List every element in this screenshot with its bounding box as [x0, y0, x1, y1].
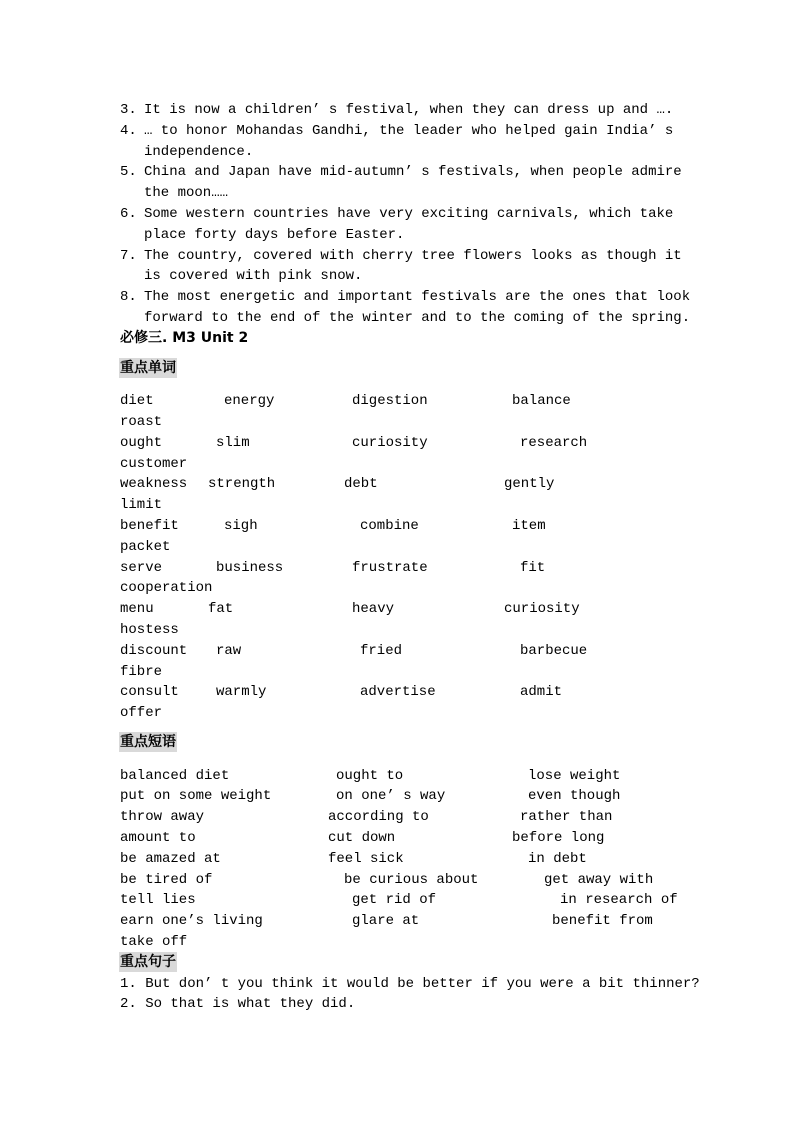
word: roast [120, 414, 163, 430]
sentence-line: is covered with pink snow. [144, 268, 363, 284]
word: item [512, 518, 546, 534]
word: fat [208, 601, 234, 617]
word: business [216, 560, 284, 576]
word: fibre [120, 664, 163, 680]
phrase: cut down [328, 830, 396, 846]
word: strength [208, 476, 276, 492]
phrase: in research of [560, 892, 678, 908]
word: gently [504, 476, 555, 492]
word: slim [216, 435, 250, 451]
word: diet [120, 393, 154, 409]
word: advertise [360, 684, 436, 700]
phrase: be curious about [344, 872, 479, 888]
sentence-line: place forty days before Easter. [144, 227, 405, 243]
word: hostess [120, 622, 179, 638]
word: customer [120, 456, 188, 472]
sentence-line: … to honor Mohandas Gandhi, the leader who helped gain India’ s [144, 123, 674, 139]
key-sentences-heading: 重点句子 [120, 954, 176, 970]
word: balance [512, 393, 571, 409]
sentence-number: 4. [120, 123, 137, 139]
sentence-number: 7. [120, 248, 137, 264]
sentence-number: 5. [120, 164, 137, 180]
word: raw [216, 643, 242, 659]
word: curiosity [352, 435, 428, 451]
phrase: lose weight [528, 768, 621, 784]
word: offer [120, 705, 163, 721]
sentence-line: forward to the end of the winter and to the coming of the spring. [144, 310, 691, 326]
sentence-line: It is now a children’ s festival, when they can dress up and …. [144, 102, 674, 118]
phrase: get away with [544, 872, 654, 888]
phrase: amount to [120, 830, 196, 846]
word: barbecue [520, 643, 588, 659]
phrase: before long [512, 830, 605, 846]
word: energy [224, 393, 275, 409]
sentence-line: independence. [144, 144, 254, 160]
key-phrases-heading: 重点短语 [120, 734, 176, 750]
phrase: on one’ s way [336, 788, 446, 804]
phrase: rather than [520, 809, 613, 825]
phrase: put on some weight [120, 788, 272, 804]
word: discount [120, 643, 188, 659]
word: fried [360, 643, 403, 659]
phrase: take off [120, 934, 188, 950]
phrase: throw away [120, 809, 205, 825]
word: consult [120, 684, 179, 700]
word: heavy [352, 601, 395, 617]
key-sentence: 2. So that is what they did. [120, 996, 356, 1012]
phrase: in debt [528, 851, 587, 867]
word: sigh [224, 518, 258, 534]
phrase: benefit from [552, 913, 653, 929]
phrase: feel sick [328, 851, 404, 867]
word: benefit [120, 518, 179, 534]
phrase: ought to [336, 768, 404, 784]
sentence-number: 6. [120, 206, 137, 222]
word: fit [520, 560, 546, 576]
word: frustrate [352, 560, 428, 576]
word: serve [120, 560, 163, 576]
phrase: be amazed at [120, 851, 221, 867]
sentence-number: 3. [120, 102, 137, 118]
phrase: according to [328, 809, 429, 825]
word: limit [120, 497, 163, 513]
word: digestion [352, 393, 428, 409]
unit-heading: 必修三. M3 Unit 2 [120, 330, 249, 346]
phrase: be tired of [120, 872, 213, 888]
word: packet [120, 539, 171, 555]
sentence-number: 8. [120, 289, 137, 305]
word: weakness [120, 476, 188, 492]
phrase: tell lies [120, 892, 196, 908]
word: debt [344, 476, 378, 492]
sentence-line: the moon…… [144, 185, 229, 201]
sentence-line: Some western countries have very exciting carnivals, which take [144, 206, 674, 222]
phrase: even though [528, 788, 621, 804]
sentence-line: China and Japan have mid-autumn’ s festivals, when people admire [144, 164, 682, 180]
word: warmly [216, 684, 267, 700]
phrase: earn one’s living [120, 913, 263, 929]
phrase: balanced diet [120, 768, 230, 784]
word: research [520, 435, 588, 451]
word: combine [360, 518, 419, 534]
key-words-heading: 重点单词 [120, 360, 176, 376]
word: menu [120, 601, 154, 617]
phrase: glare at [352, 913, 420, 929]
word: admit [520, 684, 563, 700]
phrase: get rid of [352, 892, 437, 908]
sentence-line: The most energetic and important festivals are the ones that look [144, 289, 691, 305]
word: curiosity [504, 601, 580, 617]
word: ought [120, 435, 163, 451]
word: cooperation [120, 580, 213, 596]
sentence-line: The country, covered with cherry tree flowers looks as though it [144, 248, 682, 264]
key-sentence: 1. But don’ t you think it would be better if you were a bit thinner? [120, 976, 700, 992]
